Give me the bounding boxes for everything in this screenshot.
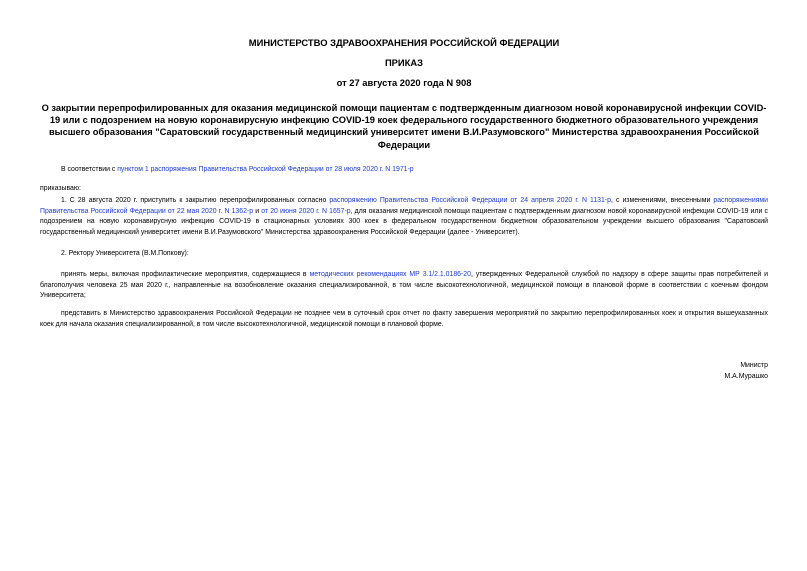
preamble-link[interactable]: пунктом 1 распоряжения Правительства Российской Федерации от 28 июля 2020 г. N 1971-р <box>117 166 414 173</box>
item-1-link-order-1362[interactable]: распоряжениями Правительства Российской Федерации от 22 мая 2020 г. N 1362-р <box>40 197 768 215</box>
signature-block <box>725 360 768 382</box>
item-1-link-order-1131[interactable]: распоряжению Правительства Российской Федерации от 24 апреля 2020 г. N 1131-р <box>329 197 611 204</box>
item-1-paragraph <box>40 196 768 238</box>
document-type: ПРИКАЗ <box>384 57 424 68</box>
order-date-number: от 27 августа 2020 года N 908 <box>336 77 472 88</box>
item-1-link-order-1657[interactable]: от 20 июня 2020 г. N 1657-р <box>261 207 351 215</box>
orders-label: приказываю: <box>40 185 81 192</box>
preamble-text: В соответствии с <box>61 166 118 173</box>
measures-paragraph <box>40 270 768 302</box>
ministry-heading: МИНИСТЕРСТВО ЗДРАВООХРАНЕНИЯ РОССИЙСКОЙ ФЕДЕРАЦИИ <box>248 37 560 48</box>
preamble-paragraph <box>40 165 768 176</box>
signature-position: Министр <box>740 362 768 369</box>
item-1-text: и <box>253 207 262 215</box>
item-1-text: , для оказания медицинской помощи пациентам с подтвержденным диагнозом новой коронавирусной инфекции COVID-19 или с подозрением на новую коронавирусную инфекцию COVID-19 в стационарных условиях 300 коек в федеральном государственном бюджетном образовательном учреждении высшего образования "Саратовский государственный медицинский университет имени В.И.Разумовского" Министерства здравоохранения Российской Федерации (далее - Университет). <box>40 207 768 236</box>
item-1-text: 1. С 28 августа 2020 г. приступить к закрытию перепрофилированных согласно <box>61 197 330 204</box>
measures-text: , утвержденных Федеральной службой по надзору в сфере защиты прав потребителей и благополучия человека 25 мая 2020 г., направленные на возобновление оказания специализированной, в том числе высокотехнологичной, медицинской помощи в плановой форме в соответствии с коечным фондом Университета; <box>40 271 768 300</box>
document-title: О закрытии перепрофилированных для оказания медицинской помощи пациентам с подтвержденным диагнозом новой коронавирусной инфекции COVID-19 или с подозрением на новую коронавирусную инфекцию COVID-19 коек федерального государственного бюджетного образовательного учреждения высшего образования "Саратовский государственный медицинский университет имени В.И.Разумовского" Министерства здравоохранения Российской Федерации <box>41 103 767 150</box>
signature-name: М.А.Мурашко <box>724 373 768 380</box>
report-paragraph: представить в Министерство здравоохранения Российской Федерации не позднее чем в суточный срок отчет по факту завершения мероприятий по закрытию перепрофилированных коек и открытия вышеуказанных коек для начала оказания специализированной, в том числе высокотехнологичной, медицинской помощи в плановой форме. <box>40 310 768 328</box>
item-1-text: , с изменениями, внесенными <box>610 197 714 204</box>
item-2-paragraph: 2. Ректору Университета (В.М.Попкову): <box>61 250 189 257</box>
measures-link[interactable]: методических рекомендациях МР 3.1/2.1.0186-20 <box>309 271 471 278</box>
measures-text: принять меры, включая профилактические мероприятия, содержащиеся в <box>61 271 310 278</box>
